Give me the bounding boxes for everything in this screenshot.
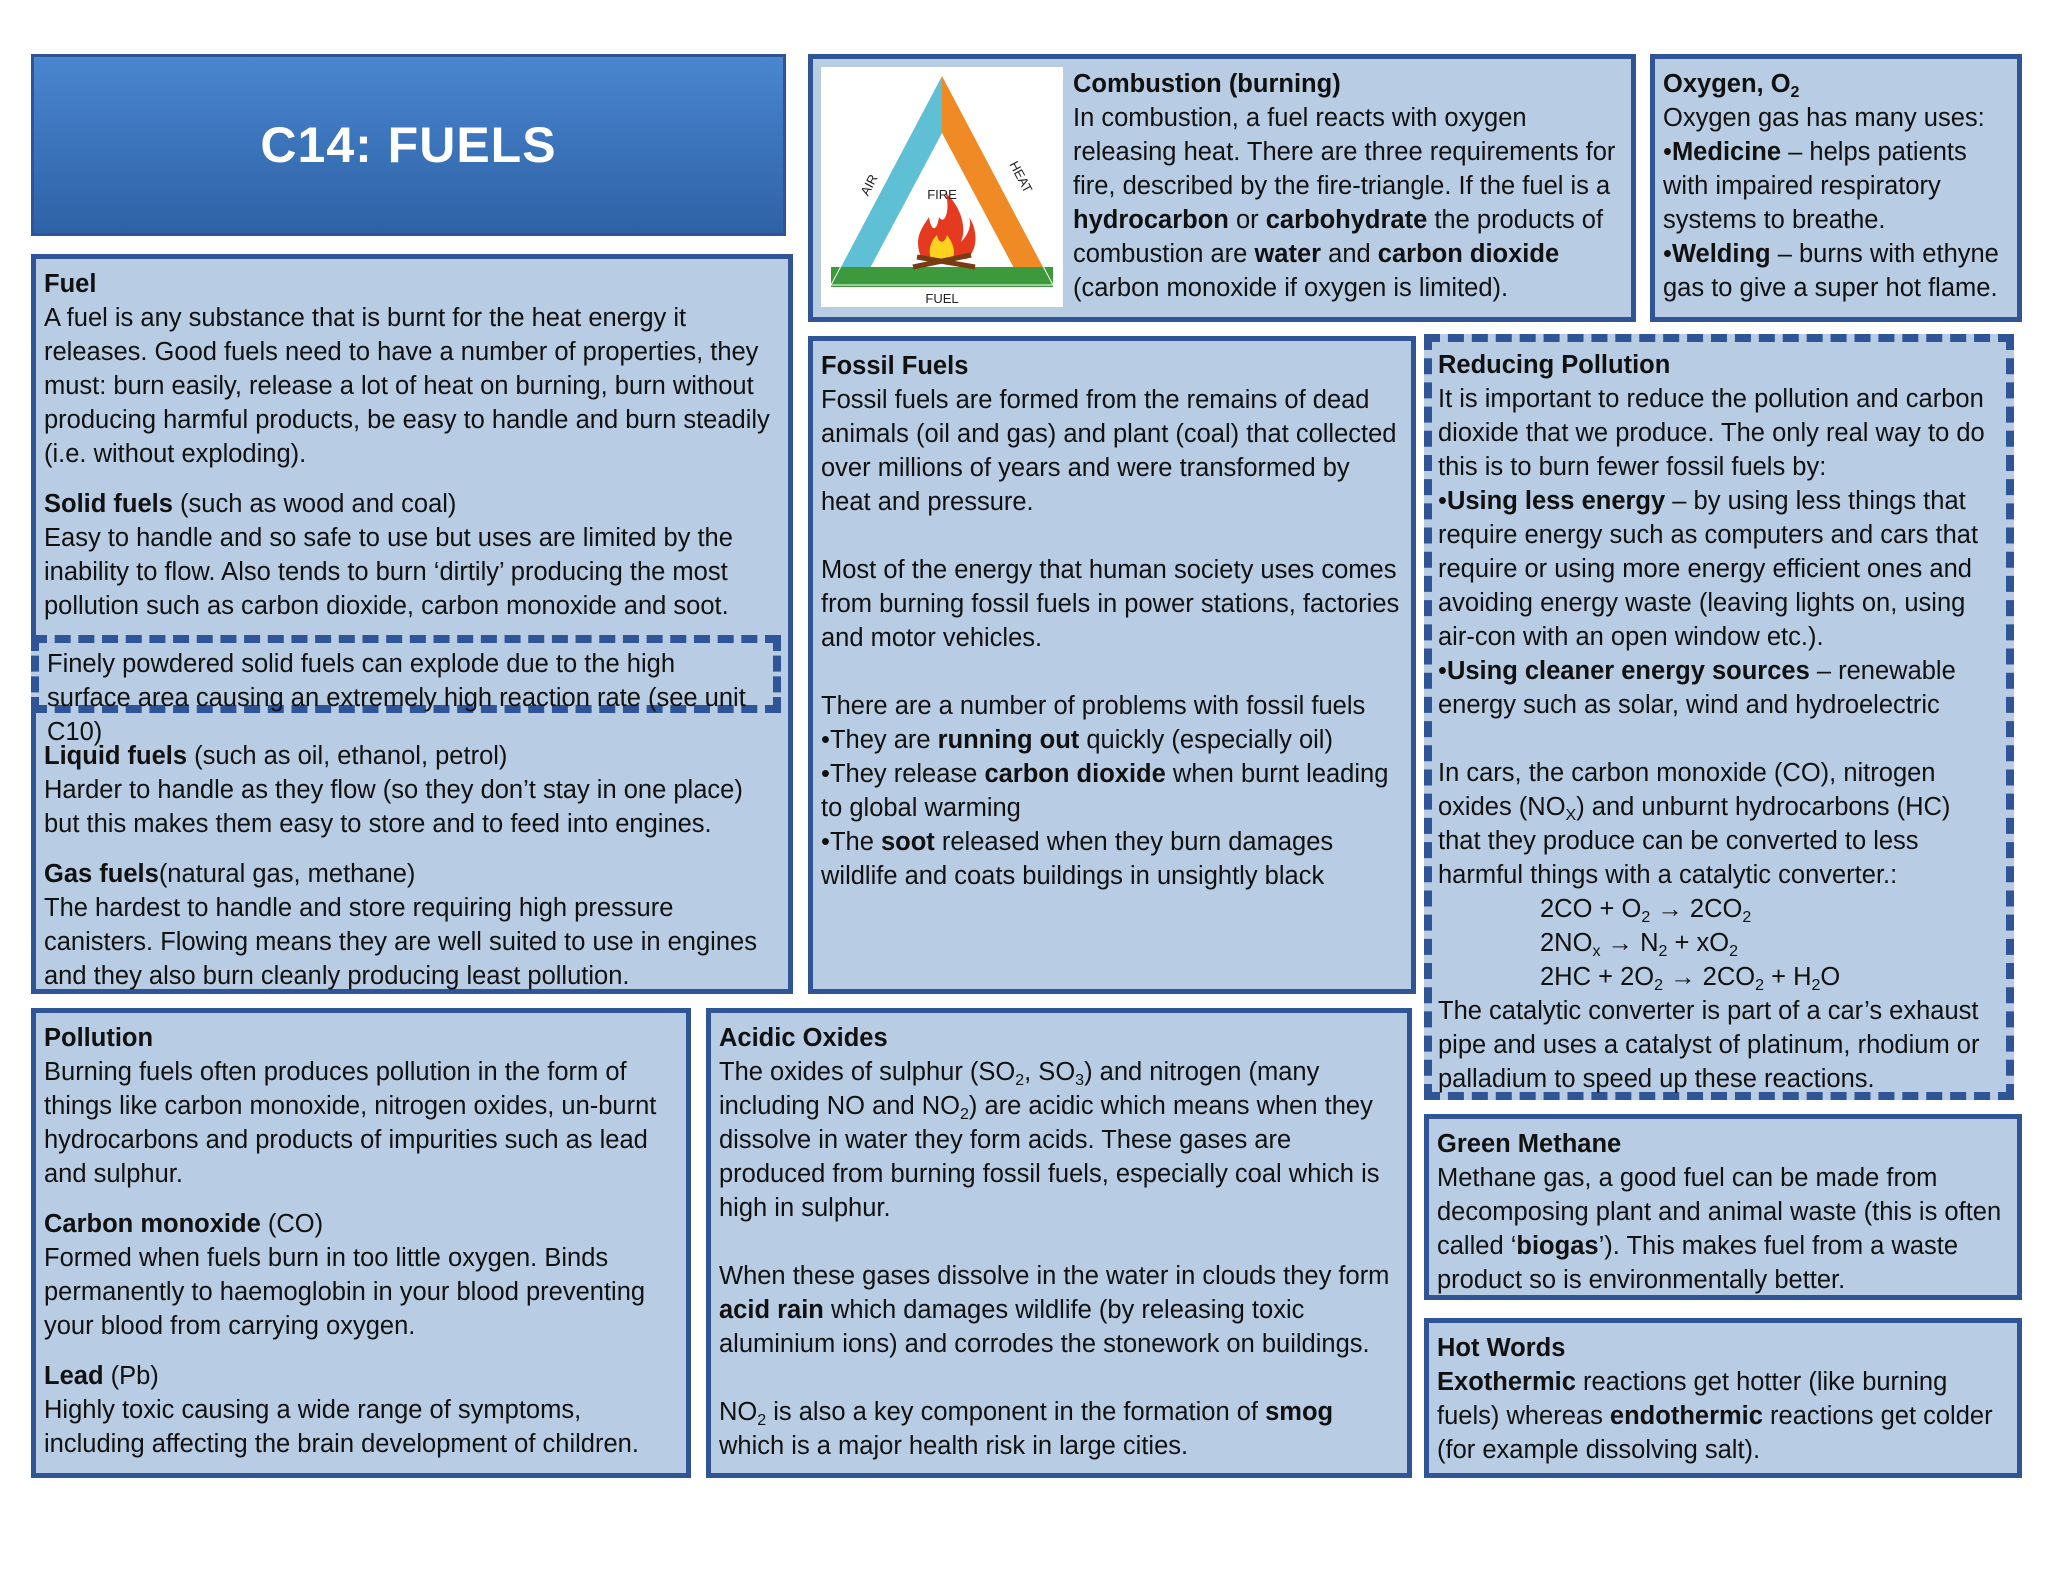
combustion-bold-hydrocarbon: hydrocarbon xyxy=(1073,206,1229,234)
title-banner xyxy=(31,54,786,236)
fossil-item2-a: They release xyxy=(829,760,985,788)
fuel-panel xyxy=(31,254,793,994)
acidic-p1-a: The oxides of sulphur (SO xyxy=(719,1058,1016,1086)
reducing-heading: Reducing Pollution xyxy=(1438,351,1671,379)
triangle-fuel-label: FUEL xyxy=(925,291,959,306)
endothermic-bold: endothermic xyxy=(1609,1402,1763,1430)
reducing-p1: It is important to reduce the pollution and carbon dioxide that we produce. The only real way to do this is to burn fewer fossil fuels by: xyxy=(1438,385,1985,481)
equation-3 xyxy=(1438,960,2000,994)
oxygen-panel xyxy=(1650,54,2022,322)
page-title: C14: FUELS xyxy=(260,117,557,173)
acidic-p1-b: , SO xyxy=(1024,1058,1076,1086)
green-text xyxy=(1437,1161,2009,1297)
combustion-bold-carbohydrate: carbohydrate xyxy=(1265,206,1428,234)
reducing-less-energy-text: – by using less things that require energy such as computers and cars that require or using more energy efficient ones and avoiding energy waste (leaving lights on, using air-con with an open window etc.). xyxy=(1438,487,1979,651)
exothermic-bold: Exothermic xyxy=(1437,1368,1576,1396)
eq1-a: 2CO + O xyxy=(1540,895,1642,923)
combustion-text-1: In combustion, a fuel reacts with oxygen releasing heat. There are three requirements for fire, described by the fire-triangle. If the fuel is a xyxy=(1073,104,1616,200)
acidic-p1-s2: 3 xyxy=(1075,1072,1085,1089)
acidic-p1-c: ) and nitrogen (many including NO and NO xyxy=(719,1058,1320,1120)
fuel-heading: Fuel xyxy=(44,270,97,298)
lead-text: Highly toxic causing a wide range of symptoms, including affecting the brain development of children. xyxy=(44,1396,639,1458)
reducing-cleaner-label: Using cleaner energy sources xyxy=(1446,657,1810,685)
hot-text-1: reactions get hotter (like burning fuels) whereas xyxy=(1437,1368,1948,1430)
bullet-icon: • xyxy=(1663,240,1672,268)
gas-fuels-text: The hardest to handle and store requiring high pressure canisters. Flowing means they are well suited to use in engines and they also burn cleanly producing least pollution. xyxy=(44,894,757,990)
arrow-icon: → xyxy=(1650,895,1690,923)
oxygen-welding-label: Welding xyxy=(1671,240,1771,268)
fossil-item3-a: The xyxy=(829,828,881,856)
liquid-fuels-note: (such as oil, ethanol, petrol) xyxy=(187,742,508,770)
pollution-intro: Burning fuels often produces pollution in the form of things like carbon monoxide, nitrogen oxides, un-burnt hydrocarbons and products of impurities such as lead and sulphur. xyxy=(44,1058,657,1188)
fossil-p1: Fossil fuels are formed from the remains of dead animals (oil and gas) and plant (coal) that collected over millions of years and were transformed by heat and pressure. xyxy=(821,386,1397,516)
solid-fuels-heading: Solid fuels xyxy=(44,490,173,518)
hot-text-2: reactions get colder (for example dissolving salt). xyxy=(1437,1402,1993,1464)
reducing-p3: The catalytic converter is part of a car’s exhaust pipe and uses a catalyst of platinum, rhodium or palladium to speed up these reactions. xyxy=(1438,997,1980,1093)
green-heading: Green Methane xyxy=(1437,1130,1622,1158)
fossil-item1-bold: running out xyxy=(937,726,1080,754)
acidic-p1 xyxy=(719,1055,1399,1225)
acidic-p3-s: 2 xyxy=(757,1412,767,1429)
acidic-p1-s1: 2 xyxy=(1015,1072,1025,1089)
eq2-s3: 2 xyxy=(1729,943,1738,960)
fossil-item1-c: quickly (especially oil) xyxy=(1079,726,1333,754)
hot-words-text xyxy=(1437,1365,2009,1467)
green-text-2: ’). This makes fuel from a waste product so is environmentally better. xyxy=(1437,1232,1959,1294)
acidic-p2-c: which damages wildlife (by releasing toxic aluminium ions) and corrodes the stonework on buildings. xyxy=(719,1296,1370,1358)
combustion-text-4: and xyxy=(1321,240,1378,268)
bullet-icon: • xyxy=(1438,487,1447,515)
carbon-monoxide-heading: Carbon monoxide xyxy=(44,1210,261,1238)
solid-fuels-note: (such as wood and coal) xyxy=(172,490,457,518)
combustion-text-3: the products of combustion are xyxy=(1073,206,1604,268)
triangle-air-label: AIR xyxy=(857,171,881,198)
green-text-1: Methane gas, a good fuel can be made from decomposing plant and animal waste (this is often called ‘ xyxy=(1437,1164,2002,1260)
carbon-monoxide-text: Formed when fuels burn in too little oxygen. Binds permanently to haemoglobin in your blood preventing your blood from carrying oxygen. xyxy=(44,1244,646,1340)
bullet-icon: • xyxy=(821,760,830,788)
biogas-bold: biogas xyxy=(1516,1232,1599,1260)
eq2-s1: x xyxy=(1592,943,1601,960)
liquid-fuels-text: Harder to handle as they flow (so they don’t stay in one place) but this makes them easy to store and to feed into engines. xyxy=(44,776,743,838)
bullet-icon: • xyxy=(1663,138,1672,166)
fossil-fuels-panel xyxy=(808,336,1416,994)
fossil-item3-c: released when they burn damages wildlife and coats buildings in unsightly black xyxy=(821,828,1334,890)
reducing-p2-a: In cars, the carbon monoxide (CO), nitrogen oxides (NO xyxy=(1438,759,1936,821)
acidic-p3-a: NO xyxy=(719,1398,758,1426)
fossil-item2-bold: carbon dioxide xyxy=(984,760,1166,788)
eq2-b: N xyxy=(1640,929,1659,957)
eq3-s2: 2 xyxy=(1755,977,1765,994)
powder-callout xyxy=(31,635,781,746)
oxygen-intro: Oxygen gas has many uses: xyxy=(1663,104,1985,132)
fossil-p2: Most of the energy that human society uses comes from burning fossil fuels in power stations, factories and motor vehicles. xyxy=(821,556,1400,652)
eq1-s2: 2 xyxy=(1742,909,1752,926)
bullet-icon: • xyxy=(1438,657,1447,685)
fire-triangle-diagram xyxy=(821,67,1063,307)
powder-callout-text: Finely powdered solid fuels can explode due to the high surface area causing an extremely high reaction rate (see unit C10) xyxy=(47,650,746,746)
combustion-text xyxy=(1073,101,1623,305)
oxygen-heading: Oxygen, O xyxy=(1663,70,1791,98)
acidic-p2-a: When these gases dissolve in the water in clouds they form xyxy=(719,1262,1390,1290)
combustion-text-2: or xyxy=(1228,206,1266,234)
fire-triangle-svg xyxy=(821,67,1063,307)
solid-fuels-text: Easy to handle and so safe to use but uses are limited by the inability to flow. Also tends to burn ‘dirtily’ producing the most pollution such as carbon dioxide, carbon monoxide and soot. xyxy=(44,524,733,620)
fossil-item2-c: when burnt leading to global warming xyxy=(821,760,1389,822)
oxygen-welding-text: – burns with ethyne gas to give a super hot flame. xyxy=(1663,240,1999,302)
reducing-pollution-panel xyxy=(1424,334,2014,1100)
gas-fuels-note: (natural gas, methane) xyxy=(158,860,416,888)
reducing-p2 xyxy=(1438,756,2000,892)
combustion-bold-water: water xyxy=(1254,240,1322,268)
combustion-heading: Combustion (burning) xyxy=(1073,70,1341,98)
eq3-d: O xyxy=(1820,963,1841,991)
arrow-icon: → xyxy=(1663,963,1703,991)
reducing-less-energy-label: Using less energy xyxy=(1446,487,1666,515)
lead-heading: Lead xyxy=(44,1362,104,1390)
acidic-p2 xyxy=(719,1259,1399,1361)
green-methane-panel xyxy=(1424,1114,2022,1300)
oxygen-medicine-text: – helps patients with impaired respiratory systems to breathe. xyxy=(1663,138,1967,234)
eq2-c: + xO xyxy=(1667,929,1730,957)
gas-fuels-heading: Gas fuels xyxy=(44,860,159,888)
acidic-p1-s3: 2 xyxy=(959,1106,969,1123)
eq3-b: 2CO xyxy=(1702,963,1756,991)
reducing-cleaner-text: – renewable energy such as solar, wind and hydroelectric xyxy=(1438,657,1956,719)
acidic-rain-bold: acid rain xyxy=(719,1296,824,1324)
hot-words-heading: Hot Words xyxy=(1437,1334,1566,1362)
reducing-p2-sub: X xyxy=(1565,807,1577,824)
combustion-panel xyxy=(808,54,1636,322)
acidic-oxides-panel xyxy=(706,1008,1412,1478)
acidic-p3-b: is also a key component in the formation of xyxy=(766,1398,1266,1426)
oxygen-heading-sub: 2 xyxy=(1790,84,1800,101)
carbon-monoxide-note: (CO) xyxy=(260,1210,324,1238)
acidic-p3 xyxy=(719,1395,1399,1463)
combustion-bold-co2: carbon dioxide xyxy=(1377,240,1560,268)
fossil-item3-bold: soot xyxy=(880,828,935,856)
acidic-heading: Acidic Oxides xyxy=(719,1024,888,1052)
acidic-p3-d: which is a major health risk in large cities. xyxy=(719,1432,1189,1460)
smog-bold: smog xyxy=(1265,1398,1334,1426)
combustion-text-5: (carbon monoxide if oxygen is limited). xyxy=(1073,274,1509,302)
fossil-p3: There are a number of problems with fossil fuels xyxy=(821,692,1366,720)
eq3-s3: 2 xyxy=(1811,977,1821,994)
hot-words-panel xyxy=(1424,1318,2022,1478)
triangle-heat-label: HEAT xyxy=(1006,158,1036,196)
pollution-panel xyxy=(31,1008,691,1478)
triangle-fire-label: FIRE xyxy=(927,187,957,202)
pollution-heading: Pollution xyxy=(44,1024,154,1052)
eq2-a: 2NO xyxy=(1540,929,1593,957)
liquid-fuels-heading: Liquid fuels xyxy=(44,742,188,770)
bullet-icon: • xyxy=(821,828,830,856)
lead-note: (Pb) xyxy=(103,1362,159,1390)
equation-2 xyxy=(1438,926,2000,960)
eq3-a: 2HC + 2O xyxy=(1540,963,1655,991)
eq2-s2: 2 xyxy=(1658,943,1668,960)
reducing-p2-b: ) and unburnt hydrocarbons (HC) that they produce can be converted to less harmful things with a catalytic converter.: xyxy=(1438,793,1951,889)
fuel-intro: A fuel is any substance that is burnt for the heat energy it releases. Good fuels need to have a number of properties, they must: burn easily, release a lot of heat on burning, burn without producing harmful products, be easy to handle and burn steadily (i.e. without exploding). xyxy=(44,304,770,468)
equation-1 xyxy=(1438,892,2000,926)
eq1-s1: 2 xyxy=(1641,909,1651,926)
arrow-icon: → xyxy=(1600,929,1641,957)
fossil-item1-a: They are xyxy=(829,726,938,754)
eq3-c: + H xyxy=(1764,963,1812,991)
acidic-p1-d: ) are acidic which means when they dissolve in water they form acids. These gases are produced from burning fossil fuels, especially coal which is high in sulphur. xyxy=(719,1092,1380,1222)
bullet-icon: • xyxy=(821,726,830,754)
eq1-b: 2CO xyxy=(1689,895,1743,923)
fossil-heading: Fossil Fuels xyxy=(821,352,969,380)
eq3-s1: 2 xyxy=(1654,977,1663,994)
oxygen-medicine-label: Medicine xyxy=(1671,138,1782,166)
